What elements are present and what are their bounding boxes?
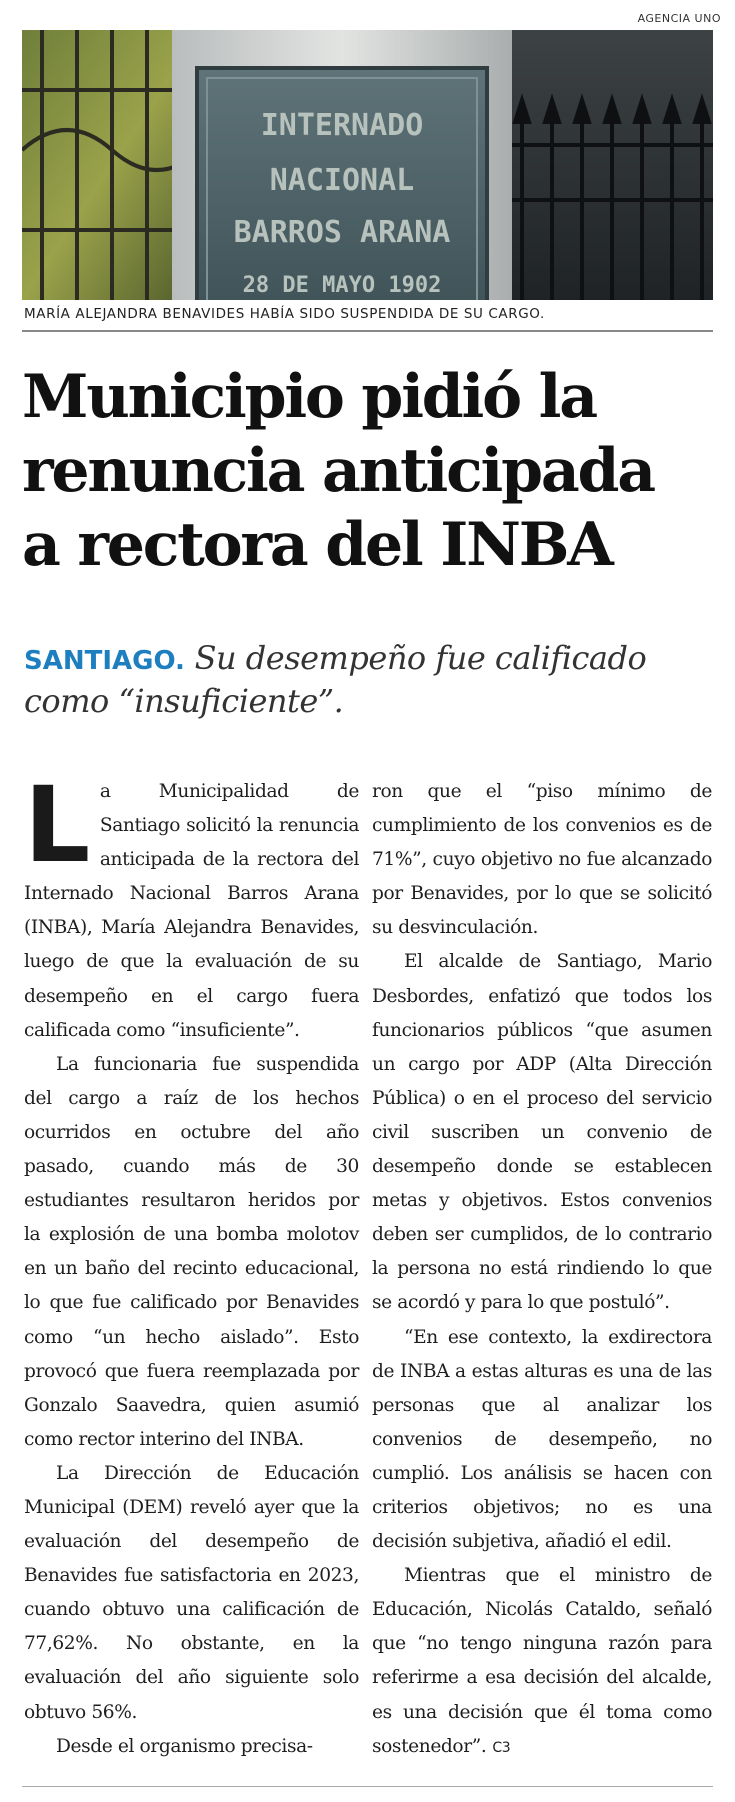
photo-caption: MARÍA ALEJANDRA BENAVIDES HABÍA SIDO SUSPENDIDA DE SU CARGO. xyxy=(24,306,545,322)
headline-line-2: renuncia anticipada xyxy=(22,436,654,506)
plaque-line-4: 28 DE MAYO 1902 xyxy=(242,273,442,298)
headline-line-1: Municipio pidió la xyxy=(22,362,596,432)
deck xyxy=(24,638,724,721)
bottom-rule xyxy=(22,1786,713,1787)
paragraph-1 xyxy=(24,764,359,1048)
paragraph-2: La funcionaria fue suspendida del cargo a raíz de los hechos ocurridos en octubre del año pasado, cuando más de 30 estudiantes resultaron heridos por la explosión de una bomba molotov en un baño del recinto educacional, lo que fue calificado por Benavides como “un hecho aislado”. Esto provocó que fuera reemplazada por Gonzalo Saavedra, quien asumió como rector interino del INBA. xyxy=(24,1053,359,1450)
caption-divider xyxy=(22,330,713,332)
paragraph-6: El alcalde de Santiago, Mario Desbordes, enfatizó que todos los funcionarios públicos “que asumen un cargo por ADP (Alta Dirección Pública) o en el proceso del servicio civil suscriben un convenio de desempeño donde se establecen metas y objetivos. Estos convenios deben ser cumplidos, de lo contrario la persona no está rindiendo lo que se acordó y para lo que postuló”. xyxy=(372,951,712,1314)
paragraph-7: “En ese contexto, la exdirectora de INBA a estas alturas es una de las personas que al analizar los convenios de desempeño, no cumplió. Los análisis se hacen con criterios objetivos; no es una decisión subjetiva, añadió el edil. xyxy=(372,1326,712,1553)
plaque-line-2: NACIONAL xyxy=(269,163,415,198)
paragraph-4: Desde el organismo precisa- xyxy=(56,1735,313,1757)
end-mark: C3 xyxy=(492,1739,511,1756)
paragraph-1-text: a Municipalidad de Santiago solicitó la renuncia anticipada de la rectora del Internado Nacional Barros Arana (INBA), María Alejandra Benavides, luego de que la evaluación de su desempeño en el cargo fuera calificada como “insuficiente”. xyxy=(24,781,359,1041)
dateline-place: SANTIAGO. xyxy=(24,646,185,676)
paragraph-5: ron que el “piso mínimo de cumplimiento de los convenios es de 71%”, cuyo objetivo no fue alcanzado por Benavides, por lo que se solicitó su desvinculación. xyxy=(372,781,712,939)
plaque-line-1: INTERNADO xyxy=(260,108,424,143)
paragraph-8-text: Mientras que el ministro de Educación, Nicolás Cataldo, señaló que “no tengo ninguna razón para referirme a esa decisión del alcalde, es una decisión que él toma como sostenedor”. xyxy=(372,1565,712,1757)
paragraph-8 xyxy=(372,1559,712,1765)
deck-subtitle: Su desempeño fue calificado como “insuficiente”. xyxy=(24,639,647,720)
paragraph-3: La Dirección de Educación Municipal (DEM) reveló ayer que la evaluación del desempeño de Benavides fue satisfactoria en 2023, cuando obtuvo una calificación de 77,62%. No obstante, en la evaluación del año siguiente solo obtuvo 56%. xyxy=(24,1462,359,1723)
drop-cap: L xyxy=(24,764,90,886)
photo-credit: AGENCIA UNO xyxy=(637,12,721,25)
article-column-left xyxy=(24,764,359,1764)
headline-line-3: a rectora del INBA xyxy=(22,510,612,580)
headline xyxy=(22,360,722,582)
article-photo xyxy=(22,30,713,300)
article-column-right xyxy=(372,775,712,1765)
plaque-line-3: BARROS ARANA xyxy=(233,215,451,250)
